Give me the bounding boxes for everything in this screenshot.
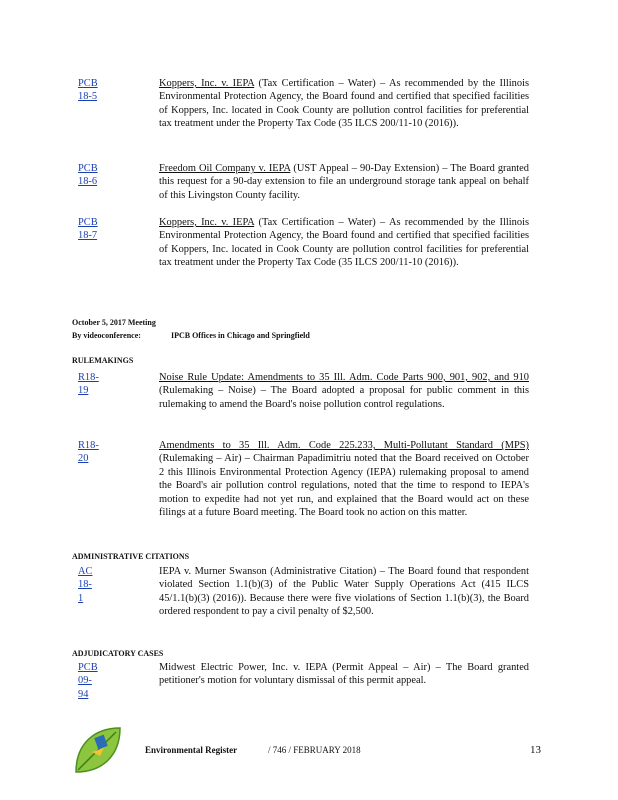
case-description: (Rulemaking – Noise) – The Board adopted a proposal for public comment in this rulemaking to amend the Board's noise pollution control regulations. bbox=[159, 385, 529, 410]
footer-publication: Environmental Register bbox=[145, 745, 238, 755]
case-title: Koppers, Inc. v. IEPA bbox=[159, 217, 255, 228]
meeting-location bbox=[72, 329, 310, 342]
case-description: (Permit Appeal – Air) – The Board granted petitioner's motion for voluntary dismissal of this permit appeal. bbox=[159, 662, 529, 687]
entry-text bbox=[159, 439, 529, 519]
section-adjudicatory-cases: ADJUDICATORY CASES bbox=[72, 649, 164, 658]
case-description: (Rulemaking – Air) – Chairman Papadimitriu noted that the Board received on October 2 this Illinois Environmental Protection Agency (IEPA) rulemaking proposal to amend the Board's air pollution control regulations, noted that the time to respond to IEPA's motion to expedite had not yet run, and explained that the Board would act on these filings at a future Board meeting. The Board took no action on this matter. bbox=[159, 453, 529, 519]
case-title: IEPA v. Murner Swanson bbox=[159, 566, 267, 577]
case-title: Koppers, Inc. v. IEPA bbox=[159, 78, 255, 89]
entry-text bbox=[159, 162, 529, 202]
case-description: (Tax Certification – Water) – As recommended by the Illinois Environmental Protection Agency, the Board found and certified that specified facilities of Koppers, Inc. located in Cook County are pollution control facilities for preferential tax treatment under the Property Tax Code (35 ILCS 200/11-10 (2016)). bbox=[159, 78, 530, 130]
entry-text bbox=[159, 371, 529, 411]
docket-link[interactable]: AC 18-1 bbox=[78, 566, 93, 604]
case-title: Noise Rule Update: Amendments to 35 Ill. Adm. Code Parts 900, 901, 902, and 910 bbox=[159, 372, 529, 383]
docket-link[interactable]: PCB 18-7 bbox=[78, 217, 98, 242]
page-number: 13 bbox=[530, 744, 541, 756]
entry-text bbox=[159, 216, 529, 270]
section-administrative-citations: ADMINISTRATIVE CITATIONS bbox=[72, 552, 190, 561]
case-description: (UST Appeal – 90-Day Extension) – The Board granted this request for a 90-day extension to file an underground storage tank appeal on behalf of this Livingston County facility. bbox=[159, 163, 529, 201]
case-description: (Administrative Citation) – The Board found that respondent violated Section 1.1(b)(3) of the Public Water Supply Operations Act (415 ILCS 45/1.1(b)(3) (2016)). Because there were five violations of Section 1.1(b)(3), the Board ordered respondent to pay a civil penalty of $2,500. bbox=[159, 566, 529, 618]
meeting-location-prefix: By videoconference: bbox=[72, 331, 141, 340]
docket-link[interactable]: R18-20 bbox=[78, 440, 99, 465]
case-title: Freedom Oil Company v. IEPA bbox=[159, 163, 291, 174]
section-rulemakings: RULEMAKINGS bbox=[72, 356, 134, 365]
leaf-icon bbox=[70, 722, 126, 778]
entry-text bbox=[159, 565, 529, 619]
docket-link[interactable]: PCB 09-94 bbox=[78, 662, 98, 700]
entry-text bbox=[159, 661, 529, 688]
footer-issue: / 746 / FEBRUARY 2018 bbox=[268, 745, 361, 755]
meeting-date: October 5, 2017 Meeting bbox=[72, 318, 156, 327]
entry-text bbox=[159, 77, 529, 131]
meeting-location-suffix: IPCB Offices in Chicago and Springfield bbox=[170, 331, 310, 340]
docket-link[interactable]: PCB 18-6 bbox=[78, 163, 98, 188]
meeting-header bbox=[72, 316, 310, 342]
case-title: Midwest Electric Power, Inc. v. IEPA bbox=[159, 662, 328, 673]
ipcb-leaf-logo bbox=[70, 722, 126, 778]
docket-link[interactable]: PCB 18-5 bbox=[78, 78, 98, 103]
case-description: (Tax Certification – Water) – As recommended by the Illinois Environmental Protection Agency, the Board found and certified that specified facilities of Koppers, Inc. located in Cook County are pollution control facilities for preferential tax treatment under the Property Tax Code (35 ILCS 200/11-10 (2016)). bbox=[159, 217, 530, 269]
case-title: Amendments to 35 Ill. Adm. Code 225.233, Multi-Pollutant Standard (MPS) bbox=[159, 440, 529, 451]
docket-link[interactable]: R18-19 bbox=[78, 372, 99, 397]
